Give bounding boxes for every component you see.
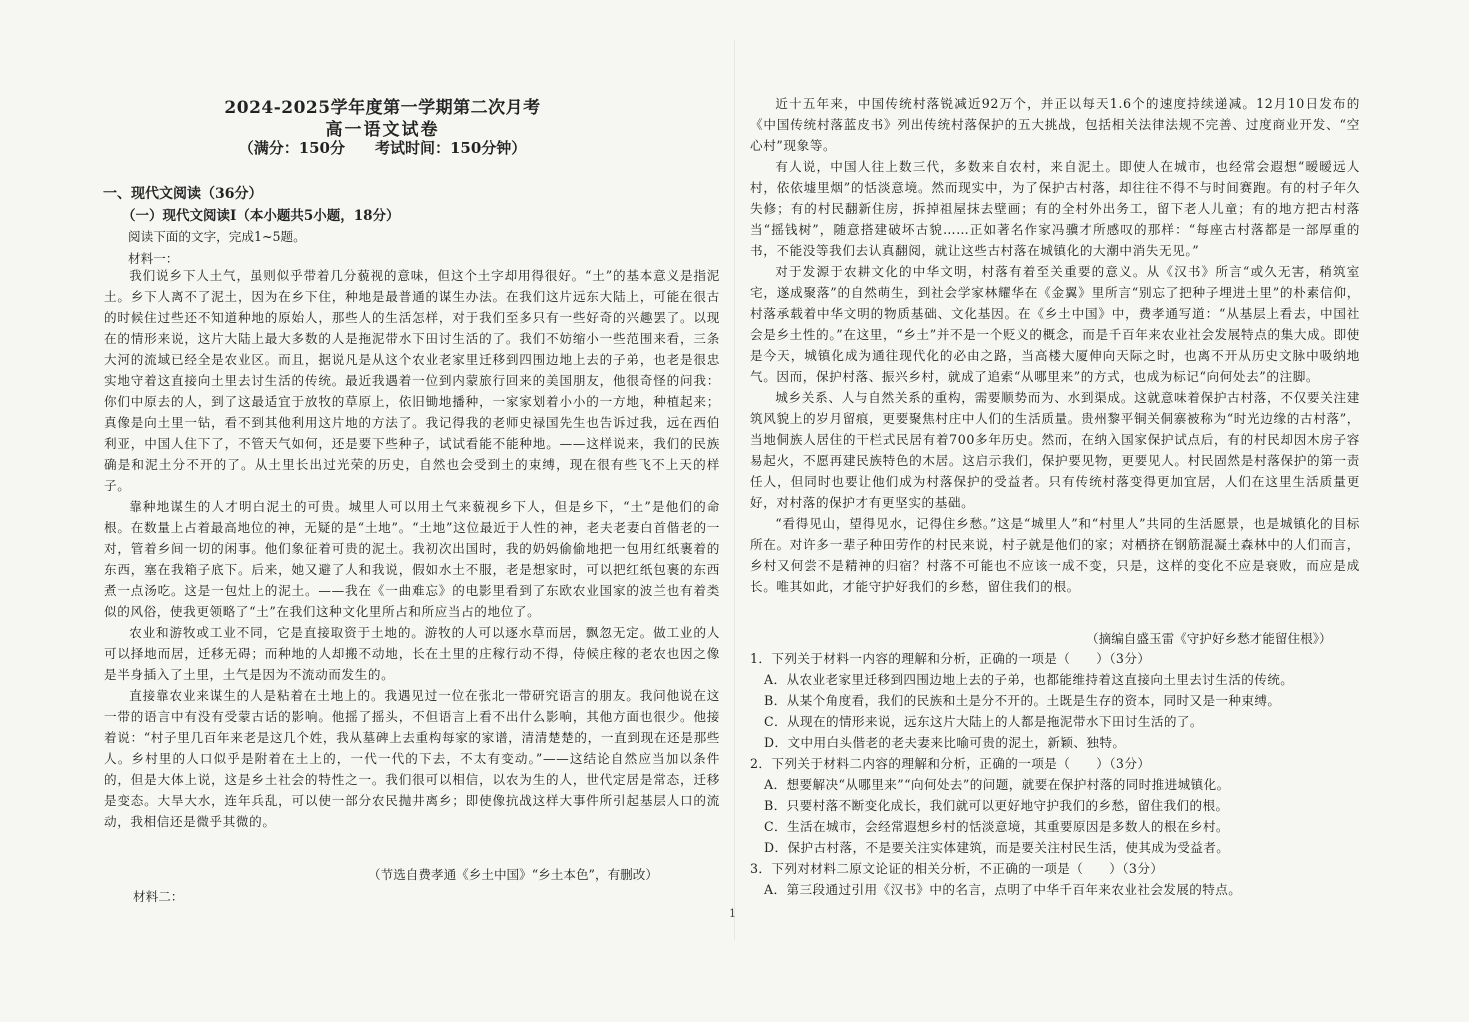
question-option: D．文中用白头偕老的老夫妻来比喻可贵的泥土，新颖、独特。 xyxy=(764,735,1126,750)
reading-instruction: 阅读下面的文字，完成1~5题。 xyxy=(128,229,306,244)
material1-label: 材料一： xyxy=(128,251,179,266)
page-number: 1 xyxy=(729,907,736,920)
material1-body xyxy=(104,265,720,832)
question-option: B．只要村落不断变化成长，我们就可以更好地守护我们的乡愁，留住我们的根。 xyxy=(764,798,1229,813)
material1-paragraph: 农业和游牧或工业不同，它是直接取资于土地的。游牧的人可以逐水草而居，飘忽无定。做工业的人可以择地而居，迁移无碍；而种地的人却搬不动地，长在土里的庄稼行动不得，侍候庄稼的老农也因之像是半身插入了土里，土气是因为不流动而发生的。 xyxy=(104,625,720,682)
question-list xyxy=(750,648,1360,900)
question-option: A．想要解决“从哪里来”“向何处去”的问题，就要在保护村落的同时推进城镇化。 xyxy=(764,777,1230,792)
question-option: A．第三段通过引用《汉书》中的名言，点明了中华千百年来农业社会发展的特点。 xyxy=(764,882,1242,897)
exam-title: 2024-2025学年度第一学期第二次月考 xyxy=(224,98,541,118)
sub-section-heading: （一）现代文阅读Ⅰ（本小题共5小题，18分） xyxy=(122,208,400,224)
material1-paragraph: 靠种地谋生的人才明白泥土的可贵。城里人可以用土气来藐视乡下人，但是乡下，“土”是他们的命根。在数量上占着最高地位的神，无疑的是“土地”。“土地”这位最近于人性的神，老夫老妻白首偕老的一对，管着乡间一切的闲事。他们象征着可贵的泥土。我初次出国时，我的奶妈偷偷地把一包用红纸裹着的东西，塞在我箱子底下。后来，她又避了人和我说，假如水土不服，老是想家时，可以把红纸包裹的东西煮一点汤吃。这是一包灶上的泥土。——我在《一曲难忘》的电影里看到了东欧农业国家的波兰也有着类似的风俗，使我更领略了“土”在我们这种文化里所占和所应当占的地位了。 xyxy=(104,499,720,619)
material1-source: （节选自费孝通《乡土中国》“乡土本色”，有删改） xyxy=(368,867,658,882)
question-stem: 1．下列关于材料一内容的理解和分析，正确的一项是（ ）（3分） xyxy=(750,651,1151,666)
material2-paragraph: 对于发源于农耕文化的中华文明，村落有着至关重要的意义。从《汉书》所言“或久无害，稍筑室宅，遂成聚落”的自然萌生，到社会学家林耀华在《金翼》里所言“别忘了把种子埋进土里”的朴素信仰，村落承载着中华文明的物质基础、文化基因。在《乡土中国》中，费孝通写道：“从基层上看去，中国社会是乡土性的。”在这里，“乡土”并不是一个贬义的概念，而是千百年来农业社会发展特点的集大成。即使是今天，城镇化成为通往现代化的必由之路，当高楼大厦伸向天际之时，也离不开从历史文脉中吸纳地气。因而，保护村落、振兴乡村，就成了追索“从哪里来”的方式，也成为标记“向何处去”的注脚。 xyxy=(750,264,1360,384)
question-option: C．从现在的情形来说，远东这片大陆上的人都是拖泥带水下田讨生活的了。 xyxy=(764,714,1203,729)
material2-label: 材料二： xyxy=(133,889,184,904)
question-stem: 3．下列对材料二原文论证的相关分析，不正确的一项是（ ）（3分） xyxy=(750,861,1164,876)
question-option: A．从农业老家里迁移到四围边地上去的子弟，也都能维持着这直接向土里去讨生活的传统。 xyxy=(764,672,1294,687)
material2-source: （摘编自盛玉雷《守护好乡愁才能留住根》） xyxy=(1086,631,1332,646)
question-option: B．从某个角度看，我们的民族和土是分不开的。土既是生存的资本，同时又是一种束缚。 xyxy=(764,693,1281,708)
question-option: C．生活在城市，会经常遐想乡村的恬淡意境，其重要原因是多数人的根在乡村。 xyxy=(764,819,1229,834)
material1-paragraph: 直接靠农业来谋生的人是粘着在土地上的。我遇见过一位在张北一带研究语言的朋友。我问他说在这一带的语言中有没有受蒙古话的影响。他摇了摇头，不但语言上看不出什么影响，其他方面也很少。他接着说：“村子里几百年来老是这几个姓，我从墓碑上去重构每家的家谱，清清楚楚的，一直到现在还是那些人。乡村里的人口似乎是附着在土上的，一代一代的下去，不太有变动。”——这结论自然应当加以条件的，但是大体上说，这是乡土社会的特性之一。我们很可以相信，以农为生的人，世代定居是常态，迁移是变态。大旱大水，连年兵乱，可以使一部分农民抛井离乡；即使像抗战这样大事件所引起基层人口的流动，我相信还是微乎其微的。 xyxy=(104,688,720,829)
material2-paragraph: 近十五年来，中国传统村落锐减近92万个，并正以每天1.6个的速度持续递减。12月10日发布的《中国传统村落蓝皮书》列出传统村落保护的五大挑战，包括相关法律法规不完善、过度商业开发、“空心村”现象等。 xyxy=(750,96,1360,153)
exam-meta: （满分：150分 考试时间：150分钟） xyxy=(238,139,527,157)
page-fold-divider xyxy=(734,40,735,940)
question-option: D．保护古村落，不是要关注实体建筑，而是要关注村民生活，使其成为受益者。 xyxy=(764,840,1230,855)
material2-paragraph: 有人说，中国人往上数三代，多数来自农村，来自泥土。即使人在城市，也经常会遐想“暧暧远人村，依依墟里烟”的恬淡意境。然而现实中，为了保护古村落，却往往不得不与时间赛跑。有的村子年久失修；有的村民翻新住房，拆掉祖屋抹去壁画；有的全村外出务工，留下老人儿童；有的地方把古村落当“摇钱树”，随意搭建破坏古貌……正如著名作家冯骥才所感叹的那样：“每座古村落都是一部厚重的书，不能没等我们去认真翻阅，就让这些古村落在城镇化的大潮中消失无见。” xyxy=(750,159,1360,258)
section-heading: 一、现代文阅读（36分） xyxy=(103,186,263,202)
material2-paragraph: 城乡关系、人与自然关系的重构，需要顺势而为、水到渠成。这就意味着保护古村落，不仅要关注建筑风貌上的岁月留痕，更要聚焦村庄中人们的生活质量。贵州黎平铜关侗寨被称为“时光边缘的古村落”，当地侗族人居住的干栏式民居有着700多年历史。然而，在纳入国家保护试点后，有的村民却因木房子容易起火，不愿再建民族特色的木居。这启示我们，保护要见物，更要见人。村民固然是村落保护的第一责任人，但同时也要让他们成为村落保护的受益者。只有传统村落变得更加宜居，人们在这里生活质量更好，对村落的保护才有更坚实的基础。 xyxy=(750,390,1360,510)
question-stem: 2．下列关于材料二内容的理解和分析，正确的一项是（ ）（3分） xyxy=(750,756,1151,771)
material2-paragraph: “看得见山，望得见水，记得住乡愁。”这是“城里人”和“村里人”共同的生活愿景，也是城镇化的目标所在。对许多一辈子种田劳作的村民来说，村子就是他们的家；对栖挤在钢筋混凝土森林中的人们而言，乡村又何尝不是精神的归宿？村落不可能也不应该一成不变，只是，这样的变化不应是衰败，而应是成长。唯其如此，才能守护好我们的乡愁，留住我们的根。 xyxy=(750,516,1360,594)
material2-body xyxy=(750,93,1360,597)
exam-subject: 高一语文试卷 xyxy=(325,120,440,140)
material1-paragraph: 我们说乡下人土气，虽则似乎带着几分藐视的意味，但这个土字却用得很好。“土”的基本意义是指泥土。乡下人离不了泥土，因为在乡下住，种地是最普通的谋生办法。在我们这片远东大陆上，可能在很古的时候住过些还不知道种地的原始人，那些人的生活怎样，对于我们至多只有一些好奇的兴趣罢了。以现在的情形来说，这片大陆上最大多数的人是拖泥带水下田讨生活的了。我们不妨缩小一些范围来看，三条大河的流域已经全是农业区。而且，据说凡是从这个农业老家里迁移到四围边地上去的子弟，也老是很忠实地守着这直接向土里去讨生活的传统。最近我遇着一位到内蒙旅行回来的美国朋友，他很奇怪的问我：你们中原去的人，到了这最适宜于放牧的草原上，依旧锄地播种，一家家划着小小的一方地，种植起来；真像是向土里一钻，看不到其他利用这片地的方法了。我记得我的老师史禄国先生也告诉过我，远在西伯利亚，中国人住下了，不管天气如何，还是要下些种子，试试看能不能种地。——这样说来，我们的民族确是和泥土分不开的了。从土里长出过光荣的历史，自然也会受到土的束缚，现在很有些飞不上天的样子。 xyxy=(104,268,720,493)
